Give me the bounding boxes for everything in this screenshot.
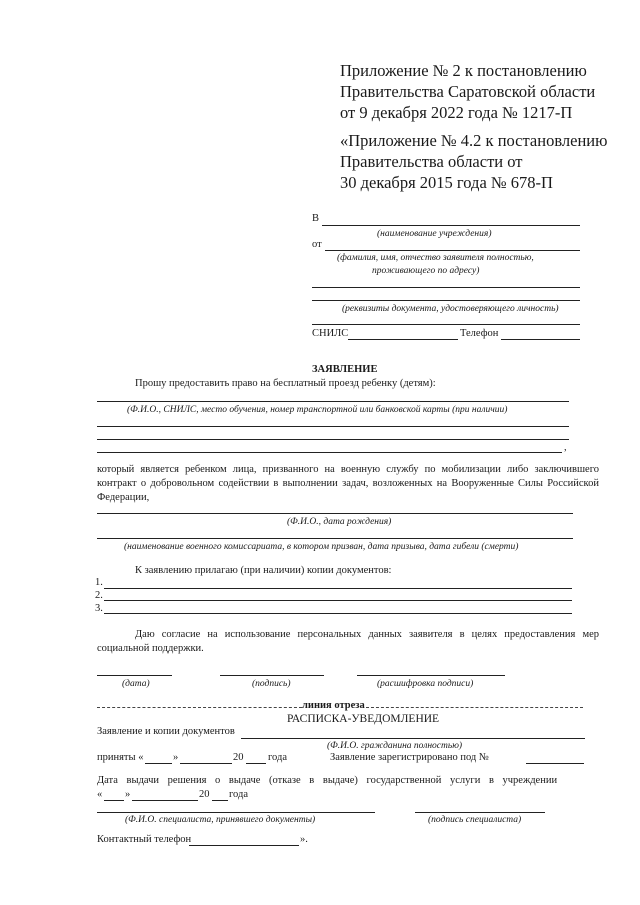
child-hint: (Ф.И.О., СНИЛС, место обучения, номер транспортной или банковской карты (при наличии) [127,405,508,415]
cut-line-label: линия отреза [302,700,365,711]
attach-item-3-num: 3. [95,603,103,614]
phone-field[interactable] [501,339,580,340]
issue-day-field[interactable] [104,800,124,801]
header-line-1: Приложение № 2 к постановлению [340,61,587,80]
id-document-hint: (реквизиты документа, удостоверяющего личность) [342,304,559,314]
to-label: В [312,213,320,224]
commissariat-field[interactable] [97,538,573,539]
header-line-4: «Приложение № 4.2 к постановлению [340,131,608,150]
header-line-2: Правительства Саратовской области [340,82,596,101]
attach-item-3-field[interactable] [104,613,572,614]
comma: , [564,442,567,453]
to-field[interactable] [322,225,580,226]
signature-field[interactable] [220,675,324,676]
specialist-name-field[interactable] [97,812,375,813]
snils-label: СНИЛС [312,328,349,339]
cut-line-left [97,707,302,708]
date-field[interactable] [97,675,172,676]
registration-number-field[interactable] [526,763,584,764]
header-line-5: Правительства области от [340,152,523,171]
contact-phone-end: ». [300,834,308,845]
header-line-3: от 9 декабря 2022 года № 1217-П [340,103,573,122]
attach-item-2-field[interactable] [104,600,572,601]
date-hint: (дата) [122,679,150,689]
accepted-prefix: приняты « [97,752,144,763]
citizen-hint: (Ф.И.О. гражданина полностью) [327,741,463,751]
issue-year-field[interactable] [212,800,228,801]
attach-item-1-num: 1. [95,577,103,588]
accepted-year-field[interactable] [246,763,266,764]
signature-decode-hint: (расшифровка подписи) [377,679,474,689]
issue-date-text: Дата выдачи решения о выдаче (отказе в выдаче) государственной услуги в учреждении [97,775,558,786]
citizen-name-field[interactable] [241,738,585,739]
issue-open-quote: « [97,789,103,800]
accepted-day-field[interactable] [145,763,172,764]
issue-year-prefix: 20 [199,789,210,800]
from-label: от [312,239,322,250]
consent-paragraph: Даю согласие на использование персональных данных заявителя в целях предоставления мер социальной поддержки. [97,629,599,654]
accepted-month-field[interactable] [180,763,232,764]
address-field-1[interactable] [312,287,580,288]
attach-item-1-field[interactable] [104,588,572,589]
attach-text: К заявлению прилагаю (при наличии) копии документов: [135,565,392,576]
child-field-4[interactable] [97,452,562,453]
parent-field[interactable] [97,513,573,514]
person-hint: (Ф.И.О., дата рождения) [287,517,392,527]
parent-paragraph: который является ребенком лица, призванного на военную службу по мобилизации либо заключившего контракт о добровольном содействии в выполнении задач, возложенных на Вооруженные Силы Российской Федерации, [97,464,599,503]
accepted-suffix: года [268,752,287,763]
from-hint-1: (фамилия, имя, отчество заявителя полностью, [337,253,534,263]
snils-field[interactable] [348,339,458,340]
issue-close-quote: » [125,789,131,800]
child-field-1[interactable] [97,401,569,402]
header-line-6: 30 декабря 2015 года № 678-П [340,173,553,192]
signature-decode-field[interactable] [357,675,505,676]
accepted-year-prefix: 20 [233,752,244,763]
id-document-field[interactable] [312,324,580,325]
statement-title: ЗАЯВЛЕНИЕ [312,364,378,375]
issue-month-field[interactable] [132,800,198,801]
to-hint: (наименование учреждения) [377,229,492,239]
child-field-3[interactable] [97,439,569,440]
specialist-signature-hint: (подпись специалиста) [428,815,522,825]
address-field-2[interactable] [312,300,580,301]
contact-phone-label: Контактный телефон [97,834,192,845]
receipt-docs-text: Заявление и копии документов [97,726,235,737]
phone-label: Телефон [460,328,499,339]
receipt-title: РАСПИСКА-УВЕДОМЛЕНИЕ [287,713,440,725]
commissariat-hint: (наименование военного комиссариата, в котором призван, дата призыва, дата гибели (смерти) [124,542,519,552]
specialist-hint: (Ф.И.О. специалиста, принявшего документы) [125,815,316,825]
request-text: Прошу предоставить право на бесплатный проезд ребенку (детям): [135,378,436,389]
specialist-signature-field[interactable] [415,812,545,813]
from-field[interactable] [325,250,580,251]
signature-hint: (подпись) [252,679,291,689]
attach-item-2-num: 2. [95,590,103,601]
accepted-quote: » [173,752,179,763]
registered-text: Заявление зарегистрировано под № [330,752,489,763]
issue-suffix: года [229,789,248,800]
child-field-2[interactable] [97,426,569,427]
cut-line-right [366,707,583,708]
from-hint-2: проживающего по адресу) [372,266,480,276]
contact-phone-field[interactable] [189,845,299,846]
